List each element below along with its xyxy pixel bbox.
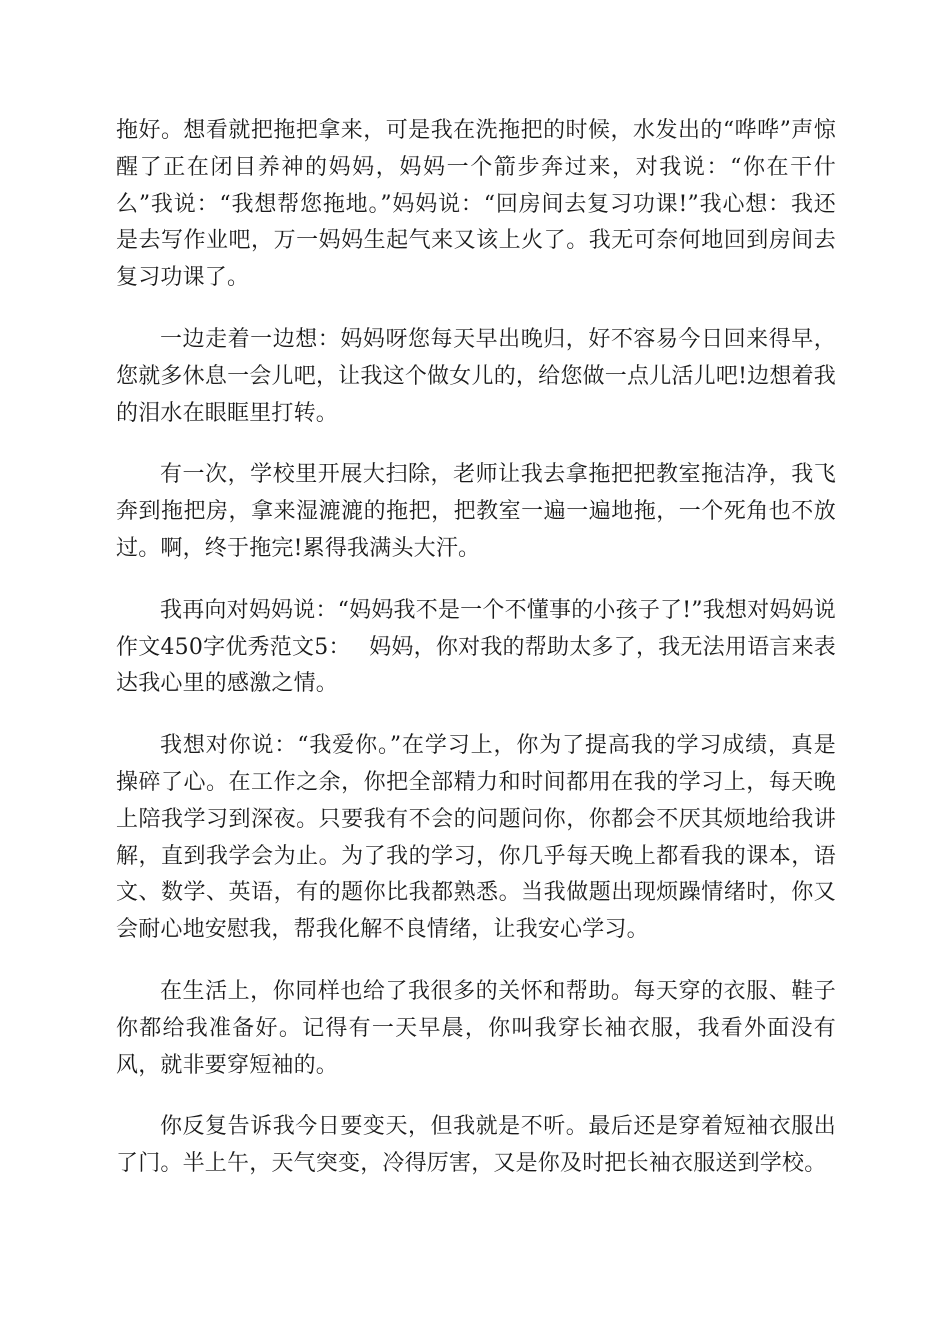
paragraph-3: 有一次，学校里开展大扫除，老师让我去拿拖把把教室拖洁净，我飞奔到拖把房，拿来湿漉漉的拖把，把教室一遍一遍地拖，一个死角也不放过。啊，终于拖完!累得我满头大汗。 <box>116 462 836 561</box>
document-page <box>116 113 836 1208</box>
paragraph-5: 我想对你说：“我爱你。”在学习上，你为了提高我的学习成绩，真是操碎了心。在工作之余，你把全部精力和时间都用在我的学习上，每天晚上陪我学习到深夜。只要我有不会的问题问你，你都会不厌其烦地给我讲解，直到我学会为止。为了我的学习，你几乎每天晚上都看我的课本，语文、数学、英语，有的题你比我都熟悉。当我做题出现烦躁情绪时，你又会耐心地安慰我，帮我化解不良情绪，让我安心学习。 <box>116 733 836 943</box>
paragraph-4: 我再向对妈妈说：“妈妈我不是一个不懂事的小孩子了!”我想对妈妈说作文450字优秀范文5： 妈妈，你对我的帮助太多了，我无法用语言来表达我心里的感激之情。 <box>116 597 836 697</box>
paragraph-1: 拖好。想看就把拖把拿来，可是我在洗拖把的时候，水发出的“哗哗”声惊醒了正在闭目养神的妈妈，妈妈一个箭步奔过来，对我说：“你在干什么”我说：“我想帮您拖地。”妈妈说：“回房间去复习功课!”我心想：我还是去写作业吧，万一妈妈生起气来又该上火了。我无可奈何地回到房间去复习功课了。 <box>116 118 836 291</box>
paragraph-6: 在生活上，你同样也给了我很多的关怀和帮助。每天穿的衣服、鞋子你都给我准备好。记得有一天早晨，你叫我穿长袖衣服，我看外面没有风，就非要穿短袖的。 <box>116 978 836 1078</box>
paragraph-7: 你反复告诉我今日要变天，但我就是不听。最后还是穿着短袖衣服出了门。半上午，天气突变，冷得厉害，又是你及时把长袖衣服送到学校。 <box>116 1114 836 1177</box>
paragraph-2: 一边走着一边想：妈妈呀您每天早出晚归，好不容易今日回来得早，您就多休息一会儿吧，让我这个做女儿的，给您做一点儿活儿吧!边想着我的泪水在眼眶里打转。 <box>116 326 836 426</box>
